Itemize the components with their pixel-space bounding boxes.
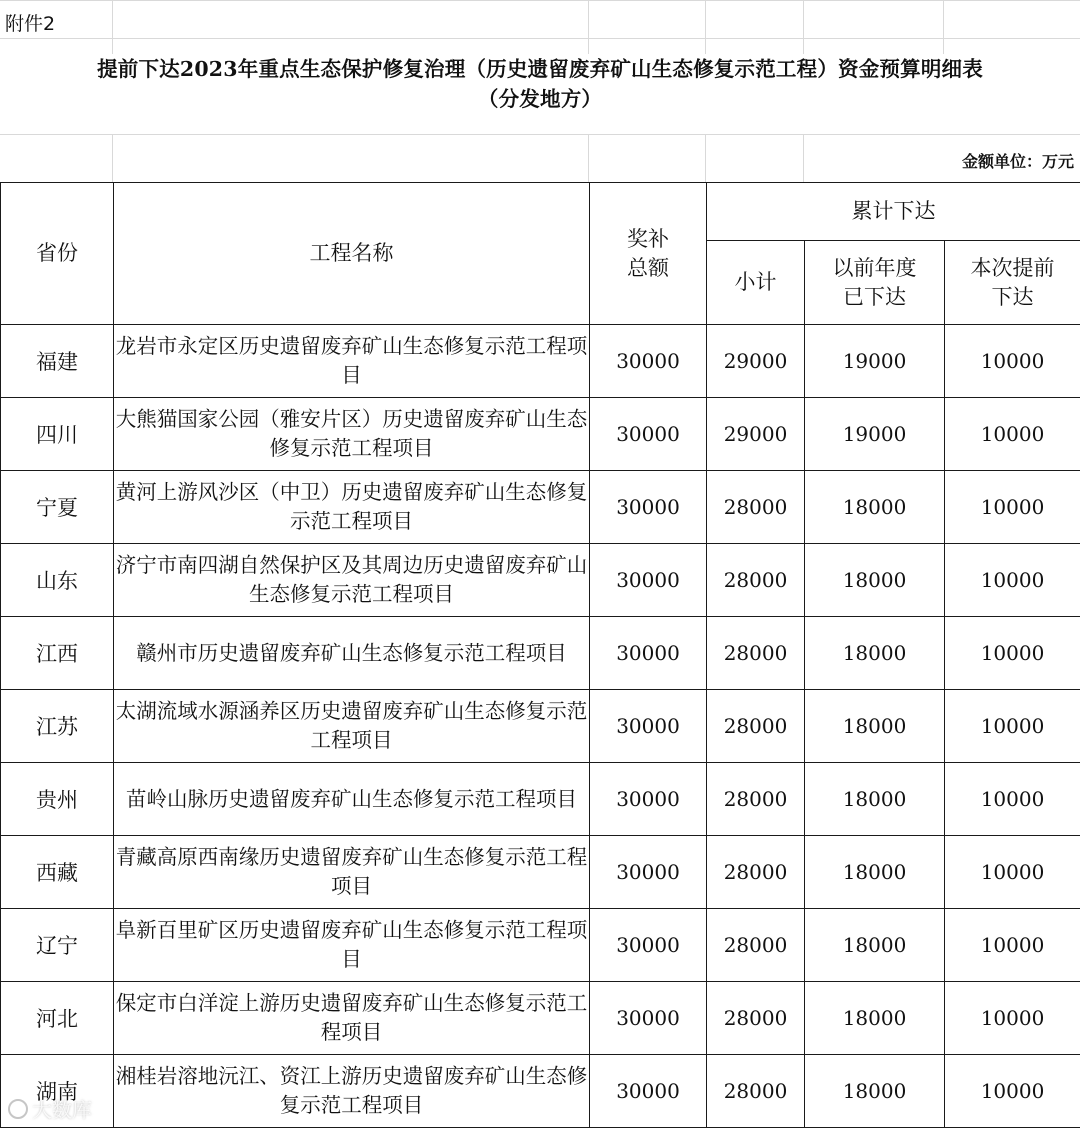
- project-name-cell: 大熊猫国家公园（雅安片区）历史遗留废弃矿山生态修复示范工程项目: [114, 398, 590, 471]
- previous-cell: 18000: [805, 690, 945, 763]
- page-title: [0, 54, 1080, 114]
- province-cell: 四川: [1, 398, 114, 471]
- total-cell: 30000: [590, 763, 707, 836]
- subtotal-cell: 28000: [707, 617, 805, 690]
- province-cell: 贵州: [1, 763, 114, 836]
- subtotal-cell: 29000: [707, 325, 805, 398]
- total-cell: 30000: [590, 471, 707, 544]
- project-name-cell: 青藏高原西南缘历史遗留废弃矿山生态修复示范工程项目: [114, 836, 590, 909]
- subtotal-cell: 29000: [707, 398, 805, 471]
- project-name-cell: 湘桂岩溶地沅江、资江上游历史遗留废弃矿山生态修复示范工程项目: [114, 1055, 590, 1128]
- table-row: [1, 909, 1080, 982]
- current-cell: 10000: [945, 763, 1080, 836]
- total-cell: 30000: [590, 1055, 707, 1128]
- project-name-cell: 黄河上游风沙区（中卫）历史遗留废弃矿山生态修复示范工程项目: [114, 471, 590, 544]
- previous-cell: 18000: [805, 763, 945, 836]
- budget-table: [0, 182, 1080, 1128]
- subtotal-cell: 28000: [707, 690, 805, 763]
- subtotal-cell: 28000: [707, 909, 805, 982]
- province-cell: 湖南: [1, 1055, 114, 1128]
- unit-label: 金额单位：万元: [961, 152, 1074, 171]
- current-cell: 10000: [945, 544, 1080, 617]
- header-cumulative: 累计下达: [707, 183, 1080, 241]
- subtotal-cell: 28000: [707, 544, 805, 617]
- header-total: 奖补总额: [590, 183, 707, 325]
- current-cell: 10000: [945, 909, 1080, 982]
- table-row: [1, 325, 1080, 398]
- province-cell: 山东: [1, 544, 114, 617]
- previous-cell: 18000: [805, 909, 945, 982]
- table-row: [1, 690, 1080, 763]
- project-name-cell: 赣州市历史遗留废弃矿山生态修复示范工程项目: [114, 617, 590, 690]
- header-province: 省份: [1, 183, 114, 325]
- attachment-label: 附件2: [5, 13, 56, 35]
- table-row: [1, 982, 1080, 1055]
- subtotal-cell: 28000: [707, 836, 805, 909]
- table-row: [1, 544, 1080, 617]
- watermark-logo-icon: [8, 1099, 28, 1119]
- current-cell: 10000: [945, 325, 1080, 398]
- project-name-cell: 阜新百里矿区历史遗留废弃矿山生态修复示范工程项目: [114, 909, 590, 982]
- current-cell: 10000: [945, 982, 1080, 1055]
- province-cell: 辽宁: [1, 909, 114, 982]
- current-cell: 10000: [945, 398, 1080, 471]
- table-row: [1, 617, 1080, 690]
- province-cell: 宁夏: [1, 471, 114, 544]
- title-line-2: （分发地方）: [477, 87, 603, 111]
- previous-cell: 18000: [805, 1055, 945, 1128]
- header-project: 工程名称: [114, 183, 590, 325]
- current-cell: 10000: [945, 617, 1080, 690]
- total-cell: 30000: [590, 544, 707, 617]
- province-cell: 河北: [1, 982, 114, 1055]
- previous-cell: 19000: [805, 398, 945, 471]
- previous-cell: 18000: [805, 836, 945, 909]
- project-name-cell: 保定市白洋淀上游历史遗留废弃矿山生态修复示范工程项目: [114, 982, 590, 1055]
- title-line-1: 提前下达2023年重点生态保护修复治理（历史遗留废弃矿山生态修复示范工程）资金预算明细表: [97, 57, 983, 81]
- total-cell: 30000: [590, 398, 707, 471]
- previous-cell: 18000: [805, 617, 945, 690]
- total-cell: 30000: [590, 982, 707, 1055]
- total-cell: 30000: [590, 617, 707, 690]
- table-row: [1, 471, 1080, 544]
- table-row: [1, 763, 1080, 836]
- total-cell: 30000: [590, 690, 707, 763]
- watermark: 大数库: [8, 1094, 92, 1123]
- table-row: [1, 398, 1080, 471]
- header-previous: 以前年度已下达: [805, 241, 945, 325]
- table-row: [1, 836, 1080, 909]
- province-cell: 江苏: [1, 690, 114, 763]
- previous-cell: 18000: [805, 471, 945, 544]
- current-cell: 10000: [945, 690, 1080, 763]
- header-current: 本次提前下达: [945, 241, 1080, 325]
- subtotal-cell: 28000: [707, 471, 805, 544]
- header-subtotal: 小计: [707, 241, 805, 325]
- project-name-cell: 龙岩市永定区历史遗留废弃矿山生态修复示范工程项目: [114, 325, 590, 398]
- subtotal-cell: 28000: [707, 982, 805, 1055]
- previous-cell: 19000: [805, 325, 945, 398]
- table-row: [1, 1055, 1080, 1128]
- total-cell: 30000: [590, 836, 707, 909]
- province-cell: 西藏: [1, 836, 114, 909]
- current-cell: 10000: [945, 836, 1080, 909]
- project-name-cell: 太湖流域水源涵养区历史遗留废弃矿山生态修复示范工程项目: [114, 690, 590, 763]
- province-cell: 福建: [1, 325, 114, 398]
- current-cell: 10000: [945, 471, 1080, 544]
- total-cell: 30000: [590, 325, 707, 398]
- province-cell: 江西: [1, 617, 114, 690]
- project-name-cell: 济宁市南四湖自然保护区及其周边历史遗留废弃矿山生态修复示范工程项目: [114, 544, 590, 617]
- previous-cell: 18000: [805, 544, 945, 617]
- previous-cell: 18000: [805, 982, 945, 1055]
- total-cell: 30000: [590, 909, 707, 982]
- subtotal-cell: 28000: [707, 1055, 805, 1128]
- subtotal-cell: 28000: [707, 763, 805, 836]
- project-name-cell: 苗岭山脉历史遗留废弃矿山生态修复示范工程项目: [114, 763, 590, 836]
- current-cell: 10000: [945, 1055, 1080, 1128]
